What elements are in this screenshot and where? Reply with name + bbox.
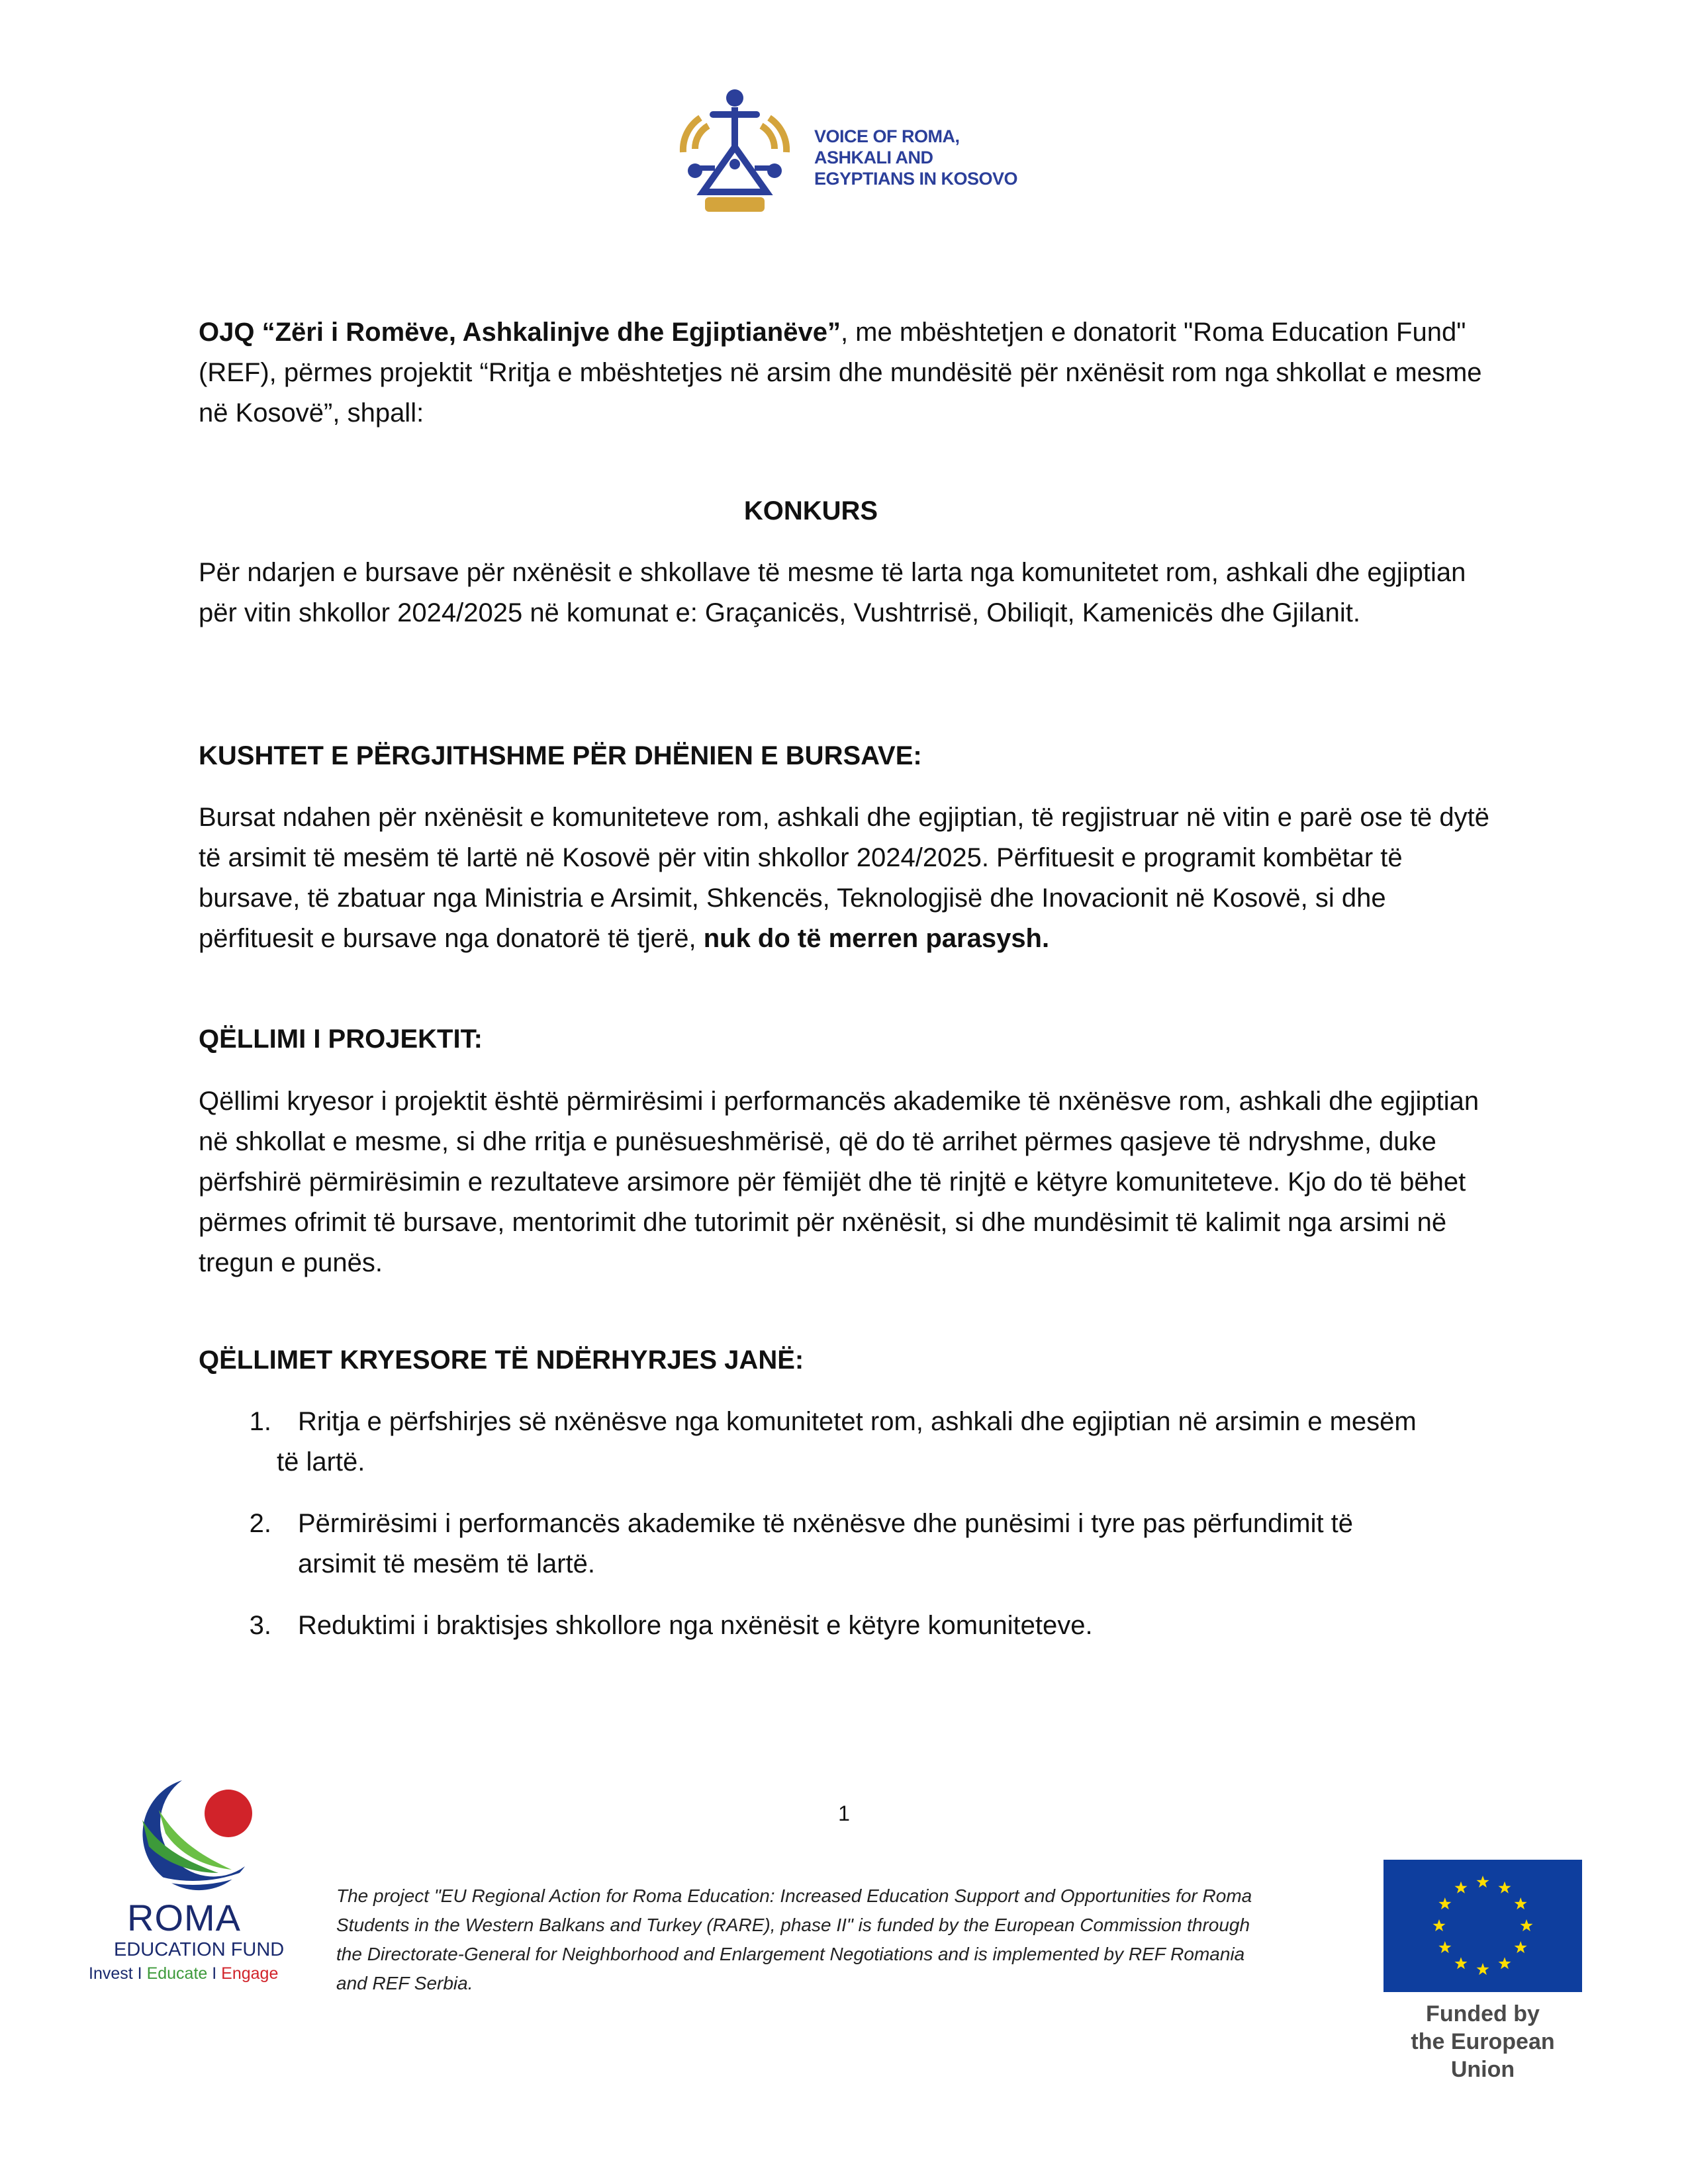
qellimi-paragraph: Qëllimi kryesor i projektit është përmirësimi i performancës akademike të nxënësve rom, ashkali dhe egjiptian në shkollat e mesme, si dhe rritja e punësueshmërisë, që do të arrihet përmes qasjeve të ndryshme, duke përfshirë përmirësimin e rezultateve arsimore për fëmijët dhe të rinjtë e këtyre komuniteteve. Kjo do të bëhet përmes ofrimit të bursave, mentorimit dhe tutorimit për nxënësit, si dhe mundësimit të kalimit nga arsimi në tregun e punës. — [199, 1087, 1479, 1277]
konkurs-paragraph: Për ndarjen e bursave për nxënësit e shkollave të mesme të larta nga komunitetet rom, ashkali dhe egjiptian për vitin shkollor 2024/2025 në komunat e: Graçanicës, Vushtrrisë, Obiliqit, Kamenicës dhe Gjilanit. — [199, 558, 1466, 627]
qellimi-heading: QËLLIMI I PROJEKTIT: — [199, 1024, 483, 1054]
page-number: 1 — [838, 1801, 850, 1825]
list-item-text-cont: arsimit të mesëm të lartë. — [298, 1549, 596, 1578]
list-item-number: 2. — [249, 1509, 271, 1538]
organization-name: OJQ “Zëri i Romëve, Ashkalinjve dhe Egjiptianëve” — [199, 318, 841, 347]
footer-note — [336, 1882, 1342, 1998]
kushtet-paragraph — [199, 797, 1496, 959]
logo-line-1: VOICE OF ROMA, — [814, 126, 960, 146]
tag-sep-1: I — [137, 1964, 142, 1983]
eu-funded-line-1: Funded by — [1426, 2001, 1540, 2026]
ref-education-fund-text: EDUCATION FUND — [114, 1939, 285, 1960]
list-item-text-cont: të lartë. — [277, 1447, 365, 1477]
footer-note-line: The project "EU Regional Action for Roma Education: Increased Education Support and Opportunities for Roma — [336, 1886, 1252, 1906]
kushtet-heading: KUSHTET E PËRGJITHSHME PËR DHËNIEN E BURSAVE: — [199, 741, 922, 770]
list-item-text: Reduktimi i braktisjes shkollore nga nxënësit e këtyre komuniteteve. — [298, 1611, 1093, 1640]
ref-emblem-icon — [119, 1774, 265, 1899]
konkurs-title — [0, 491, 1622, 531]
list-item-number: 1. — [249, 1407, 271, 1436]
eu-flag-icon — [1383, 1860, 1582, 1992]
qellimet-heading: QËLLIMET KRYESORE TË NDËRHYRJES JANË: — [199, 1345, 804, 1375]
footer-note-line: Students in the Western Balkans and Turkey (RARE), phase II" is funded by the European Commission through — [336, 1915, 1250, 1935]
list-item-text: Rritja e përfshirjes së nxënësve nga komunitetet rom, ashkali dhe egjiptian në arsimin e mesëm — [298, 1407, 1417, 1436]
konkurs-title-text: KONKURS — [743, 496, 878, 525]
eu-funded-text — [1377, 2000, 1589, 2083]
voice-of-roma-text — [814, 126, 1017, 189]
kushtet-bold-end: nuk do të merren parasysh. — [703, 924, 1050, 953]
intro-text: , me mbështetjen e donatorit "Roma Education Fund" (REF), përmes projektit “Rritja e mbështetjes në arsim dhe mundësitë për nxënësit rom nga shkollat e mesme në Kosovë”, shpall: — [199, 318, 1482, 428]
ref-roma-text: ROMA — [127, 1897, 241, 1938]
list-item-text: Përmirësimi i performancës akademike të nxënësve dhe punësimi i tyre pas përfundimit të — [298, 1509, 1354, 1538]
footer-note-line: the Directorate-General for Neighborhood and Enlargement Negotiations and is implemented by REF Romania — [336, 1944, 1245, 1964]
list-item-number: 3. — [249, 1611, 271, 1640]
tag-engage: Engage — [221, 1964, 279, 1983]
eu-funded-line-2: the European Union — [1411, 2029, 1555, 2082]
tag-educate: Educate — [146, 1964, 208, 1983]
logo-line-3: EGYPTIANS IN KOSOVO — [814, 169, 1018, 189]
tag-sep-2: I — [212, 1964, 217, 1983]
intro-paragraph — [199, 312, 1496, 433]
logo-line-2: ASHKALI AND — [814, 148, 933, 167]
kushtet-text: Bursat ndahen për nxënësit e komuniteteve rom, ashkali dhe egjiptian, të regjistruar në vitin e parë ose të dytë të arsimit të mesëm të lartë në Kosovë për vitin shkollor 2024/2025. Përfituesit e programit kombëtar të bursave, të zbatuar nga Ministria e Arsimit, Shkencës, Teknologjisë dhe Inovacionit në Kosovë, si dhe përfituesit e bursave nga donatorë të tjerë, — [199, 803, 1490, 953]
tag-invest: Invest — [89, 1964, 133, 1983]
roma-education-fund-logo — [79, 1774, 291, 1985]
voice-of-roma-emblem-icon — [669, 86, 801, 218]
eu-funded-logo — [1377, 1860, 1589, 2082]
ref-tagline — [89, 1964, 278, 1983]
footer-note-line: and REF Serbia. — [336, 1973, 473, 1993]
voice-of-roma-logo — [669, 86, 1026, 218]
